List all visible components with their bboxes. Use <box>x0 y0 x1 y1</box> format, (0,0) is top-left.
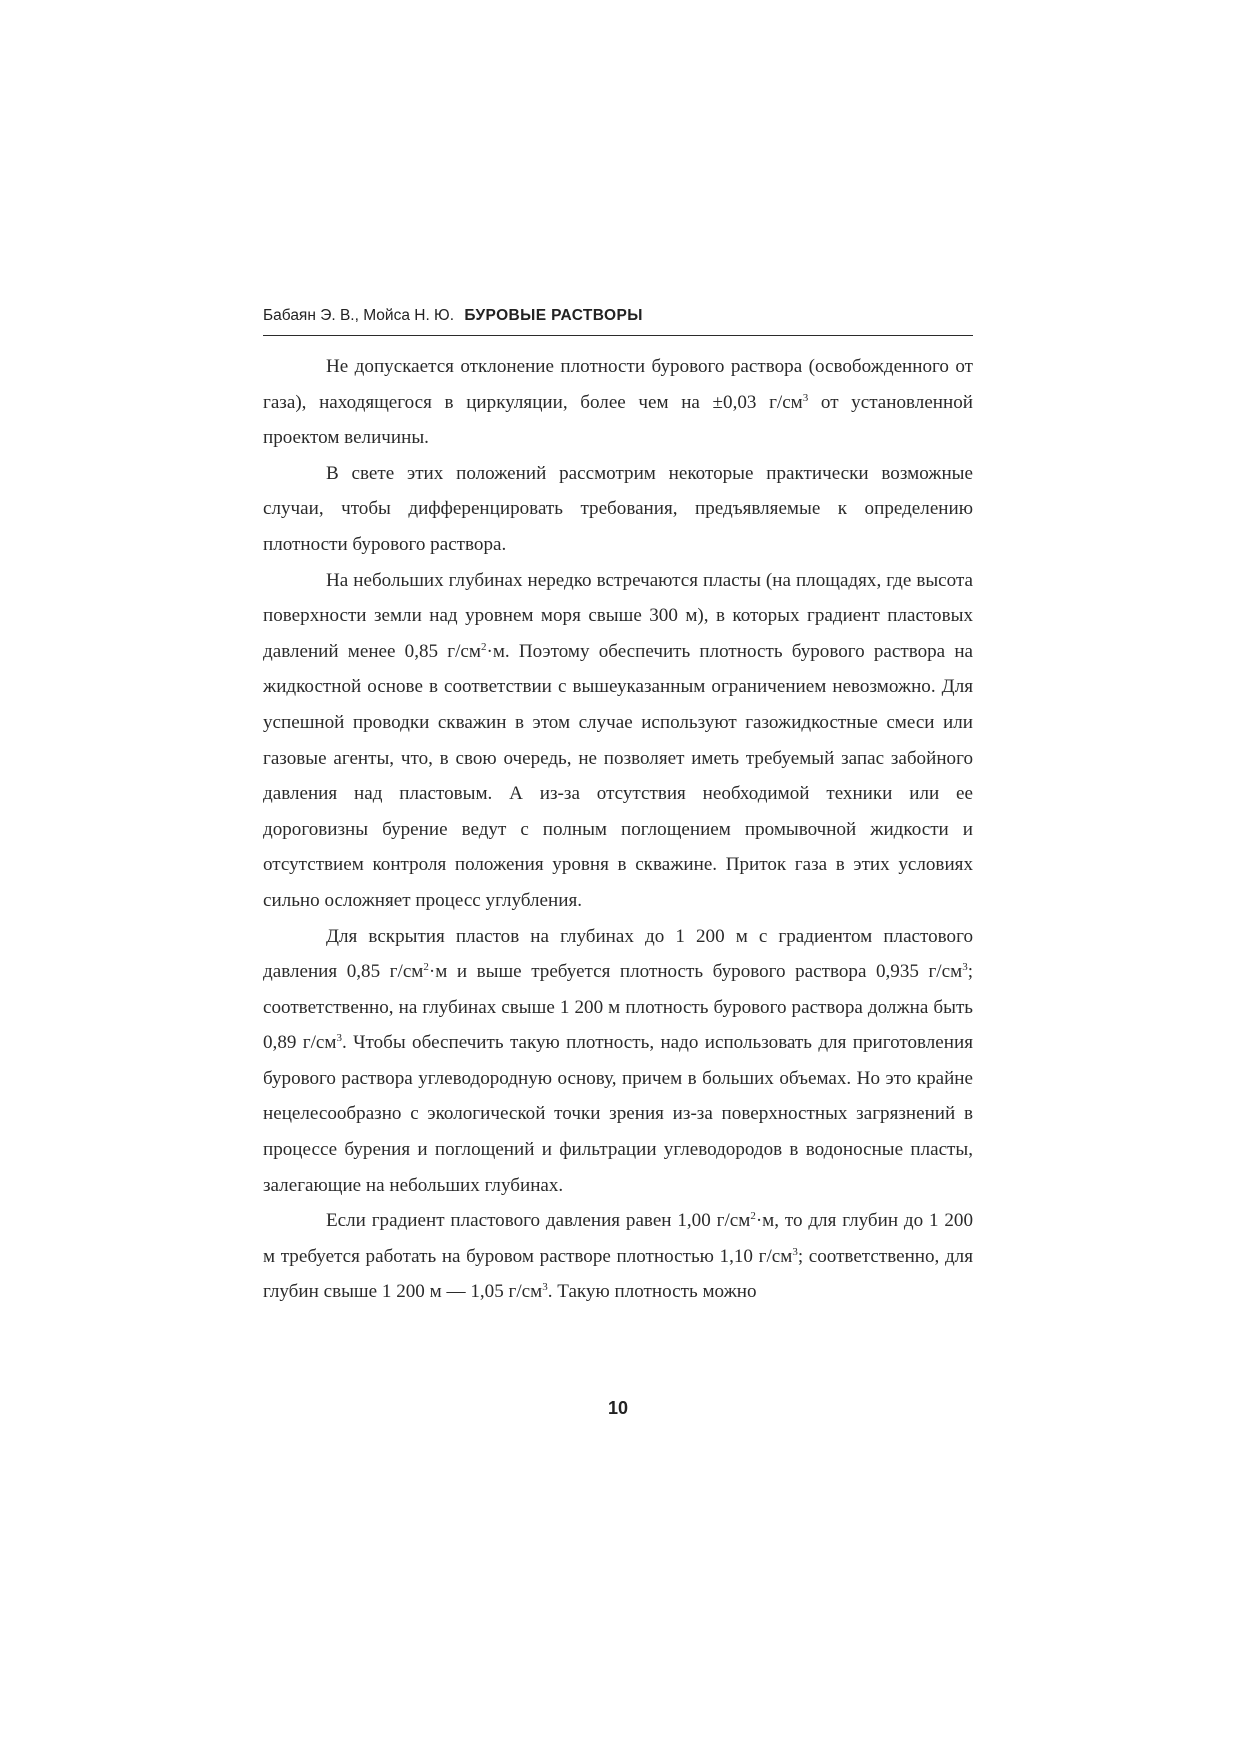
paragraph-5: Если градиент пластового давления равен 1,00 $г/см^2\cdot м$, то для глубин до 1 200 м требуется работать на буровом растворе плотностью 1,10 $г/см^3$; соответственно, для глубин свыше 1 200 м — 1,05 $г/см^3$. Такую плотность можно <box>263 1210 973 1303</box>
paragraph-4: Для вскрытия пластов на глубинах до 1 200 м с градиентом пластового давления 0,85 $г/см^2\cdot м$ и выше требуется плотность бурового раствора 0,935 $г/см^3$; соответственно, на глубинах свыше 1 200 м плотность бурового раствора должна быть 0,89 $г/см^3$. Чтобы обеспечить такую плотность, надо использовать для приготовления бурового раствора углеводородную основу, причем в больших объемах. Но это крайне нецелесообразно с экологической точки зрения из-за поверхностных загрязнений в процессе бурения и поглощений и фильтрации углеводородов в водоносные пласты, залегающие на небольших глубинах. <box>263 925 973 1196</box>
paragraph-2: В свете этих положений рассмотрим некоторые практически возможные случаи, чтобы дифференцировать требования, предъявляемые к определению плотности бурового раствора. <box>263 462 973 555</box>
running-header <box>263 306 973 326</box>
paragraph-3: На небольших глубинах нередко встречаются пласты (на площадях, где высота поверхности земли над уровнем моря свыше 300 м), в которых градиент пластовых давлений менее 0,85 $г/см^2\cdot м$. Поэтому обеспечить плотность бурового раствора на жидкостной основе в соответствии с вышеуказанным ограничением невозможно. Для успешной проводки скважин в этом случае используют газожидкостные смеси или газовые агенты, что, в свою очередь, не позволяет иметь требуемый запас забойного давления над пластовым. А из-за отсутствия необходимой техники или ее дороговизны бурение ведут с полным поглощением промывочной жидкости и отсутствием контроля положения уровня в скважине. Приток газа в этих условиях сильно осложняет процесс углубления. <box>263 569 974 911</box>
header-book-title: БУРОВЫЕ РАСТВОРЫ <box>464 307 643 324</box>
body-text <box>263 349 973 1310</box>
paragraph-1: Не допускается отклонение плотности бурового раствора (освобожденного от газа), находящегося в циркуляции, более чем на ±0,03 $г/см^3$ от установленной проектом величины. <box>263 356 973 449</box>
page-number: 10 <box>607 1398 629 1418</box>
header-authors: Бабаян Э. В., Мойса Н. Ю. <box>263 307 455 324</box>
header-rule <box>263 335 973 336</box>
